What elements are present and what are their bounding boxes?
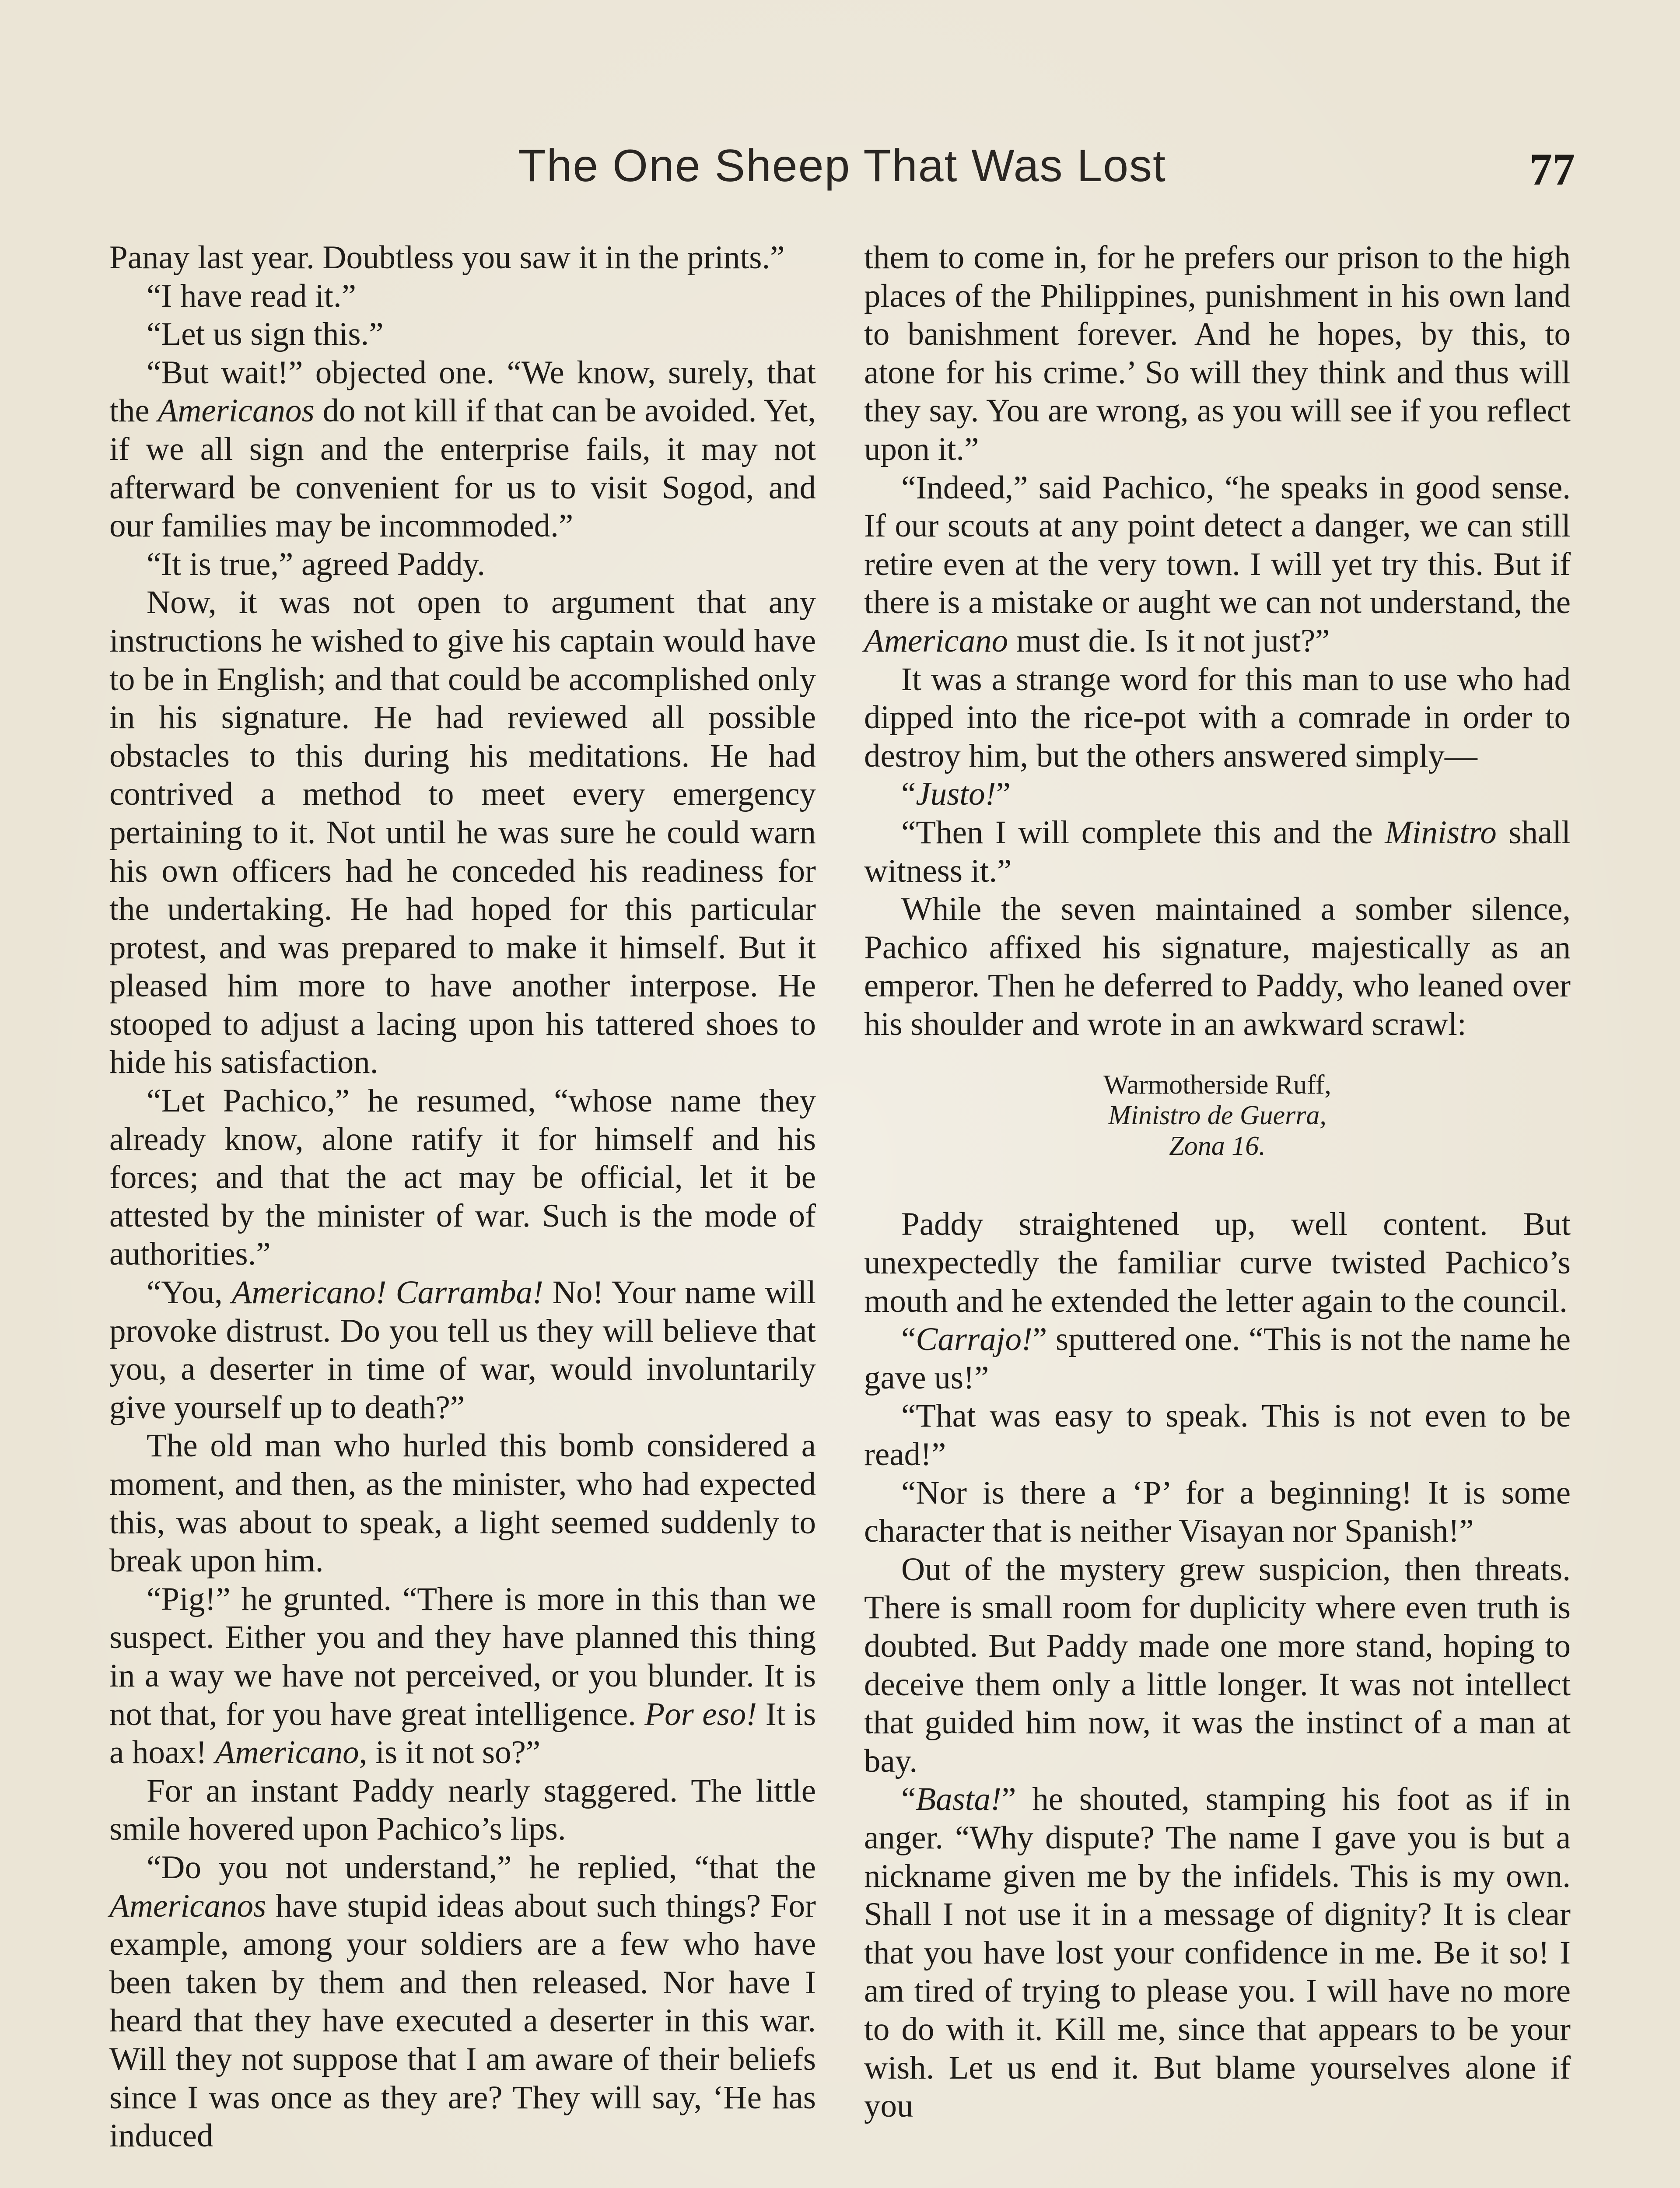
italic-text-run: Justo! — [916, 776, 996, 813]
italic-text-run: Americano! Carramba! — [231, 1274, 544, 1311]
paragraph — [109, 354, 816, 545]
paragraph — [109, 1848, 816, 2155]
italic-text-run: Americano — [215, 1734, 359, 1771]
paragraph — [864, 469, 1571, 660]
italic-text-run: Por eso! — [644, 1696, 757, 1732]
text-run: them to come in, for he prefers our prison to the high places of the Philippines, punishment in his own land to banishment forever. And he hopes, by this, to atone for his crime.’ So will they think and thus will they say. You are wrong, as you will see if you reflect upon it.” — [864, 239, 1571, 467]
paragraph — [109, 1082, 816, 1273]
paragraph — [864, 813, 1571, 890]
text-run: “Do you not understand,” he replied, “that the — [147, 1849, 816, 1886]
paragraph — [109, 315, 816, 354]
paragraph — [864, 1474, 1571, 1550]
paragraph — [864, 660, 1571, 775]
text-run: must die. Is it not just?” — [1008, 622, 1330, 659]
text-run: Out of the mystery grew suspicion, then threats. There is small room for duplicity where even truth is doubted. But Paddy made one more stand, hoping to deceive them only a little longer. It was not intellect that guided him now, it was the instinct of a man at bay. — [864, 1551, 1571, 1779]
text-run: “Nor is there a ‘P’ for a beginning! It is some character that is neither Visayan nor Spanish!” — [864, 1474, 1571, 1550]
signature-name: Warmotherside Ruff, — [1103, 1070, 1331, 1100]
text-run: Panay last year. Doubtless you saw it in the prints.” — [109, 239, 785, 276]
paragraph — [109, 1427, 816, 1580]
right-column-upper-text — [864, 238, 1571, 1043]
right-text-column — [864, 238, 1571, 2125]
paragraph — [109, 277, 816, 316]
italic-text-run: Carrajo! — [916, 1321, 1033, 1358]
text-run: “But wait!” objected one. “We know, surely, that the — [109, 354, 816, 429]
signature-office: Ministro de Guerra, — [1108, 1101, 1326, 1131]
italic-text-run: Basta! — [916, 1781, 1002, 1818]
text-run: “I have read it.” — [147, 277, 356, 314]
paragraph — [864, 775, 1571, 813]
text-run: “Pig!” he grunted. “There is more in this than we suspect. Either you and they have planned this thing in a way we have not perceived, or you blunder. It is not that, for you have great intelligence. — [109, 1581, 816, 1732]
text-run: “ — [901, 776, 916, 813]
text-run: For an instant Paddy nearly staggered. The little smile hovered upon Pachico’s lips. — [109, 1772, 816, 1848]
text-run: No! Your name will provoke distrust. Do you tell us they will believe that you, a deserter in time of war, would involuntarily give yourself up to death?” — [109, 1274, 816, 1426]
paragraph — [864, 1397, 1571, 1473]
signature-zone: Zona 16. — [1169, 1131, 1266, 1161]
text-run: have stupid ideas about such things? For example, among your soldiers are a few who have been taken by them and then released. Nor have I heard that they have executed a deserter in this war. Will they not suppose that I am aware of their beliefs since I was once as they are? They will say, ‘He has induced — [109, 1887, 816, 2154]
left-text-column — [109, 238, 816, 2155]
text-run: “Then I will complete this and the — [901, 814, 1385, 851]
paragraph — [109, 1772, 816, 1848]
text-run: “You, — [147, 1274, 232, 1311]
paragraph — [109, 1580, 816, 1772]
paragraph — [864, 1320, 1571, 1397]
text-run: While the seven maintained a somber silence, Pachico affixed his signature, majestically as an emperor. Then he deferred to Paddy, who leaned over his shoulder and wrote in an awkward scrawl: — [864, 891, 1571, 1042]
text-run: shall witness it.” — [864, 814, 1571, 889]
paragraph — [109, 583, 816, 1082]
italic-text-run: Americanos — [109, 1887, 266, 1924]
italic-text-run: Americano — [864, 622, 1008, 659]
paragraph — [864, 238, 1571, 469]
text-run: ” sputtered one. “This is not the name he gave us!” — [864, 1321, 1571, 1396]
text-run: It was a strange word for this man to use who had dipped into the rice-pot with a comrade in order to destroy him, but the others answered simply— — [864, 661, 1571, 774]
running-title: The One Sheep That Was Lost — [518, 140, 1166, 191]
text-run: It is a hoax! — [109, 1696, 816, 1771]
italic-text-run: Ministro — [1385, 814, 1497, 851]
paragraph — [864, 890, 1571, 1043]
text-run: “ — [901, 1781, 916, 1818]
page-number: 77 — [1530, 144, 1575, 195]
paragraph — [864, 1205, 1571, 1320]
text-run: “ — [901, 1321, 916, 1358]
signature-block — [864, 1069, 1571, 1161]
text-run: ” — [996, 776, 1011, 813]
text-run: “Indeed,” said Pachico, “he speaks in good sense. If our scouts at any point detect a danger, we can still retire even at the very town. I will yet try this. But if there is a mistake or aught we can not understand, the — [864, 469, 1571, 621]
text-run: , is it not so?” — [359, 1734, 541, 1771]
text-run: Paddy straightened up, well content. But unexpectedly the familiar curve twisted Pachico’s mouth and he extended the letter again to the council. — [864, 1206, 1571, 1319]
italic-text-run: Americanos — [158, 393, 315, 429]
right-column-lower-text — [864, 1205, 1571, 2125]
text-run: do not kill if that can be avoided. Yet, if we all sign and the enterprise fails, it may not afterward be convenient for us to visit Sogod, and our families may be incommoded.” — [109, 393, 816, 544]
page-header — [109, 131, 1575, 210]
paragraph — [109, 545, 816, 584]
paragraph — [864, 1780, 1571, 2125]
paragraph — [109, 1273, 816, 1427]
paragraph — [109, 238, 816, 277]
text-run: ” he shouted, stamping his foot as if in anger. “Why dispute? The name I gave you is but a nickname given me by the infidels. This is my own. Shall I not use it in a message of dignity? It is clear that you have lost your confidence in me. Be it so! I am tired of trying to please you. I will have no more to do with it. Kill me, since that appears to be your wish. Let us end it. But blame yourselves alone if you — [864, 1781, 1571, 2125]
text-run: “That was easy to speak. This is not even to be read!” — [864, 1398, 1571, 1473]
text-run: The old man who hurled this bomb considered a moment, and then, as the minister, who had expected this, was about to speak, a light seemed suddenly to break upon him. — [109, 1427, 816, 1579]
text-run: “It is true,” agreed Paddy. — [147, 546, 485, 582]
text-run: “Let us sign this.” — [147, 316, 384, 353]
text-run: Now, it was not open to argument that any instructions he wished to give his captain would have to be in English; and that could be accomplished only in his signature. He had reviewed all possible obstacles to this during his meditations. He had contrived a method to meet every emergency pertaining to it. Not until he was sure he could warn his own officers had he conceded his readiness for the undertaking. He had hoped for this particular protest, and was prepared to make it himself. But it pleased him more to have another interpose. He stooped to adjust a lacing upon his tattered shoes to hide his satisfaction. — [109, 584, 816, 1081]
text-run: “Let Pachico,” he resumed, “whose name they already know, alone ratify it for himself and his forces; and that the act may be official, let it be attested by the minister of war. Such is the mode of authorities.” — [109, 1083, 816, 1273]
paragraph — [864, 1550, 1571, 1781]
